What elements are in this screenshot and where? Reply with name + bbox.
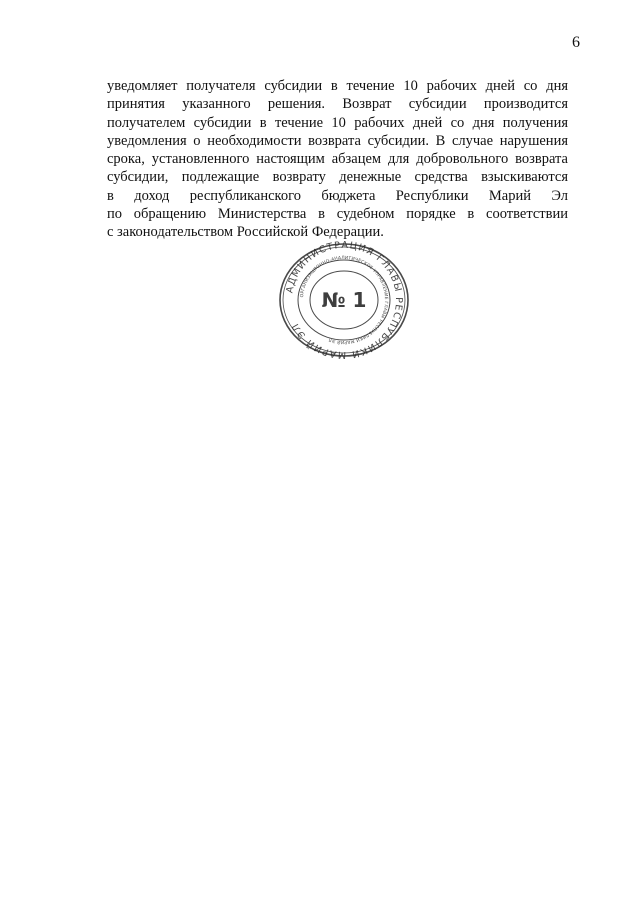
- text-line: уведомления о необходимости возврата субсидии. В случае нарушения: [107, 132, 568, 149]
- text-line: в доход республиканского бюджета Республики Марий Эл: [107, 187, 568, 204]
- seal-outer-text: АДМИНИСТРАЦИЯ ГЛАВЫ РЕСПУБЛИКИ МАРИЙ ЭЛ: [284, 240, 405, 360]
- seal-number-label: № 1: [321, 288, 367, 312]
- body-paragraph: [107, 77, 568, 242]
- seal-inner-text: ОРГАНИЗАЦИОННО-АНАЛИТИЧЕСКОЕ УПРАВЛЕНИЕ ГЛАВЫ РЕСПУБЛИКИ МАРИЙ ЭЛ: [300, 255, 389, 345]
- text-line: получателем субсидии в течение 10 рабочих дней со дня получения: [107, 114, 568, 131]
- seal-graphic: [276, 240, 412, 360]
- page-number: 6: [572, 34, 580, 51]
- text-line: по обращению Министерства в судебном порядке в соответствии: [107, 206, 568, 223]
- text-line: принятия указанного решения. Возврат субсидии производится: [107, 96, 568, 113]
- text-line: с законодательством Российской Федерации.: [107, 224, 384, 241]
- text-line: уведомляет получателя субсидии в течение 10 рабочих дней со дня: [107, 78, 568, 94]
- text-line: срока, установленного настоящим абзацем для добровольного возврата: [107, 151, 568, 168]
- text-line: субсидии, подлежащие возврату денежные средства взыскиваются: [107, 169, 568, 186]
- official-seal-stamp: [276, 240, 412, 360]
